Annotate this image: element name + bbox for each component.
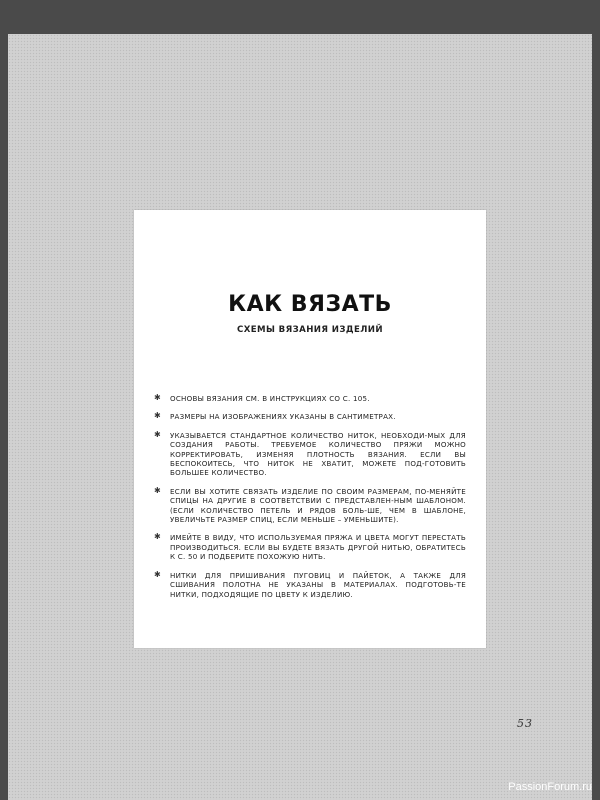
list-item-text: ОСНОВЫ ВЯЗАНИЯ СМ. В ИНСТРУКЦИЯХ СО С. 105. xyxy=(170,394,370,403)
list-item xyxy=(154,487,466,525)
list-item-text: НИТКИ ДЛЯ ПРИШИВАНИЯ ПУГОВИЦ И ПАЙЕТОК, А ТАКЖЕ ДЛЯ СШИВАНИЯ ПОЛОТНА НЕ УКАЗАНЫ В МАТЕРИАЛАХ. ПОДГОТОВЬ-ТЕ НИТКИ, ПОДХОДЯЩИЕ ПО ЦВЕТУ К ИЗДЕЛИЮ. xyxy=(170,570,466,599)
asterisk-icon: ✱ xyxy=(154,411,161,421)
asterisk-icon: ✱ xyxy=(154,485,161,495)
list-item-text: РАЗМЕРЫ НА ИЗОБРАЖЕНИЯХ УКАЗАНЫ В САНТИМЕТРАХ. xyxy=(170,412,396,422)
list-item-text: ЕСЛИ ВЫ ХОТИТЕ СВЯЗАТЬ ИЗДЕЛИЕ ПО СВОИМ РАЗМЕРАМ, ПО-МЕНЯЙТЕ СПИЦЫ НА ДРУГИЕ В СООТВЕТСТВИИ С ПРЕДСТАВЛЕН-НЫМ ШАБЛОНОМ. (ЕСЛИ КОЛИЧЕСТВО ПЕТЕЛЬ И РЯДОВ БОЛЬ-ШЕ, ЧЕМ В ШАБЛОНЕ, УВЕЛИЧЬТЕ РАЗМЕР СПИЦ, ЕСЛИ МЕНЬШЕ – УМЕНЬШИТЕ). xyxy=(170,486,466,525)
page-subtitle: СХЕМЫ ВЯЗАНИЯ ИЗДЕЛИЙ xyxy=(237,325,383,335)
list-item xyxy=(154,571,466,599)
page-background xyxy=(8,34,592,800)
list-item xyxy=(154,394,466,403)
instruction-list xyxy=(154,394,466,608)
list-item xyxy=(154,533,466,561)
asterisk-icon: ✱ xyxy=(154,429,161,439)
page-title: КАК ВЯЗАТЬ xyxy=(228,292,392,317)
list-item-text: УКАЗЫВАЕТСЯ СТАНДАРТНОЕ КОЛИЧЕСТВО НИТОК, НЕОБХОДИ-МЫХ ДЛЯ СОЗДАНИЯ РАБОТЫ. ТРЕБУЕМОЕ КОЛИЧЕСТВО ПРЯЖИ МОЖНО КОРРЕКТИРОВАТЬ, ИЗМЕНЯЯ ПЛОТНОСТЬ ВЯЗАНИЯ. ЕСЛИ ВЫ БЕСПОКОИТЕСЬ, ЧТО НИТОК НЕ ХВАТИТ, МОЖЕТЕ ПОД-ГОТОВИТЬ БОЛЬШЕЕ КОЛИЧЕСТВО. xyxy=(170,430,466,478)
page-number: 53 xyxy=(517,717,533,730)
content-card xyxy=(134,210,486,648)
list-item xyxy=(154,431,466,478)
list-item xyxy=(154,412,466,421)
asterisk-icon: ✱ xyxy=(154,532,161,542)
asterisk-icon: ✱ xyxy=(154,393,161,402)
list-item-text: ИМЕЙТЕ В ВИДУ, ЧТО ИСПОЛЬЗУЕМАЯ ПРЯЖА И ЦВЕТА МОГУТ ПЕРЕСТАТЬ ПРОИЗВОДИТЬСЯ. ЕСЛИ ВЫ БУДЕТЕ ВЯЗАТЬ ДРУГОЙ НИТЬЮ, ОБРАТИТЕСЬ К С. 50 И ПОДБЕРИТЕ ПОХОЖУЮ НИТЬ. xyxy=(170,533,466,562)
asterisk-icon: ✱ xyxy=(154,569,161,579)
watermark-text: PassionForum.ru xyxy=(508,781,592,793)
